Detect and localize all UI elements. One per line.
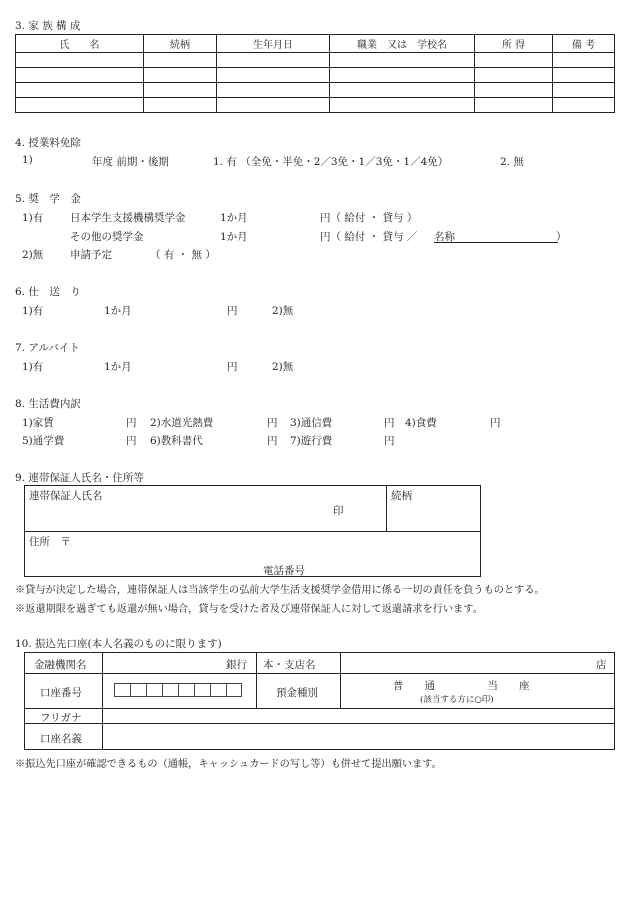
guarantor-seal: 印 bbox=[333, 505, 344, 517]
expense-utilities-yen: 円 bbox=[267, 417, 278, 429]
branch-name-label: 本・支店名 bbox=[263, 659, 316, 671]
guarantor-name-label: 連帯保証人氏名 bbox=[29, 490, 103, 502]
scholarship-other-name-label: 名称 bbox=[434, 231, 455, 243]
expense-textbooks: 6)教科書代 bbox=[150, 435, 203, 447]
section-7-title: 7. アルバイト bbox=[15, 342, 80, 354]
family-table bbox=[15, 34, 615, 113]
family-header-name: 氏 名 bbox=[16, 35, 144, 53]
bank-name-suffix: 銀行 bbox=[226, 659, 247, 671]
family-row[interactable] bbox=[16, 53, 615, 68]
account-holder-label: 口座名義 bbox=[40, 733, 82, 745]
branch-name-suffix: 店 bbox=[596, 659, 607, 671]
allowance-no[interactable]: 2)無 bbox=[272, 305, 294, 317]
section-3-title: 3. 家 族 構 成 bbox=[15, 20, 81, 32]
scholarship-jasso: 日本学生支援機構奨学金 bbox=[70, 212, 186, 224]
expense-communication: 3)通信費 bbox=[290, 417, 333, 429]
section-4-title: 4. 授業料免除 bbox=[15, 137, 81, 149]
tuition-option-no[interactable]: 2. 無 bbox=[500, 156, 524, 168]
family-header-birthdate: 生年月日 bbox=[217, 35, 330, 53]
parttime-yen: 円 bbox=[227, 361, 238, 373]
bank-vline-3 bbox=[340, 652, 341, 708]
scholarship-other-month: 1か月 bbox=[220, 231, 248, 243]
bank-vline-1 bbox=[102, 652, 103, 750]
section-6-title: 6. 仕 送 り bbox=[15, 286, 81, 298]
expense-food-yen: 円 bbox=[490, 417, 501, 429]
account-number-boxes[interactable] bbox=[114, 683, 242, 700]
section-8-title: 8. 生活費内訳 bbox=[15, 398, 81, 410]
family-row[interactable] bbox=[16, 83, 615, 98]
bank-box bbox=[24, 652, 615, 750]
expense-textbooks-yen: 円 bbox=[267, 435, 278, 447]
expense-utilities: 2)水道光熱費 bbox=[150, 417, 214, 429]
scholarship-planned-choice[interactable]: （ 有 ・ 無 ） bbox=[150, 249, 216, 261]
scholarship-name-underline[interactable] bbox=[434, 242, 558, 243]
expense-leisure: 7)遊行費 bbox=[290, 435, 333, 447]
guarantor-note-2: ※返還期限を過ぎても返還が無い場合，貸与を受けた者及び連帯保証人に対して返還請求を行います。 bbox=[15, 604, 483, 615]
scholarship-planned: 申請予定 bbox=[70, 249, 112, 261]
family-row[interactable] bbox=[16, 98, 615, 113]
bank-hline-1 bbox=[24, 673, 615, 674]
scholarship-other: その他の奨学金 bbox=[70, 231, 144, 243]
scholarship-no[interactable]: 2)無 bbox=[22, 249, 44, 261]
expense-food: 4)食費 bbox=[405, 417, 437, 429]
family-header-relation: 続柄 bbox=[144, 35, 217, 53]
bank-vline-2 bbox=[256, 652, 257, 708]
deposit-type-note: (該当する方に○印) bbox=[420, 695, 494, 705]
scholarship-yes[interactable]: 1)有 bbox=[22, 212, 44, 224]
parttime-yes[interactable]: 1)有 bbox=[22, 361, 44, 373]
allowance-month: 1か月 bbox=[104, 305, 132, 317]
furigana-label: フリガナ bbox=[40, 712, 82, 724]
tuition-item-1: 1) bbox=[22, 154, 33, 166]
deposit-type-options[interactable]: 普 通 当 座 bbox=[393, 680, 530, 692]
guarantor-relation-label: 続柄 bbox=[391, 490, 412, 502]
expense-rent-yen: 円 bbox=[126, 417, 137, 429]
expense-commute: 5)通学費 bbox=[22, 435, 65, 447]
allowance-yen: 円 bbox=[227, 305, 238, 317]
guarantor-note-1: ※貸与が決定した場合，連帯保証人は当該学生の弘前大学生活支援奨学金借用に係る一切の責任を負うものとする。 bbox=[15, 585, 545, 596]
expense-commute-yen: 円 bbox=[126, 435, 137, 447]
expense-leisure-yen: 円 bbox=[384, 435, 395, 447]
section-10-title: 10. 振込先口座(本人名義のものに限ります) bbox=[15, 638, 222, 650]
bank-hline-2 bbox=[24, 708, 615, 709]
family-row[interactable] bbox=[16, 68, 615, 83]
scholarship-other-type[interactable]: 円（ 給付 ・ 貸与 ／ bbox=[320, 231, 418, 243]
allowance-yes[interactable]: 1)有 bbox=[22, 305, 44, 317]
parttime-no[interactable]: 2)無 bbox=[272, 361, 294, 373]
expense-communication-yen: 円 bbox=[384, 417, 395, 429]
section-9-title: 9. 連帯保証人氏名・住所等 bbox=[15, 472, 144, 484]
scholarship-jasso-type[interactable]: 円（ 給付 ・ 貸与 ） bbox=[320, 212, 418, 224]
guarantor-address-label: 住所 〒 bbox=[29, 536, 71, 548]
tuition-option-yes[interactable]: 1. 有 （全免・半免・2／3免・1／3免・1／4免） bbox=[213, 156, 449, 168]
tuition-term[interactable]: 年度 前期・後期 bbox=[92, 156, 169, 168]
parttime-month: 1か月 bbox=[104, 361, 132, 373]
scholarship-jasso-month: 1か月 bbox=[220, 212, 248, 224]
deposit-type-label: 預金種別 bbox=[276, 687, 318, 699]
family-header-income: 所 得 bbox=[475, 35, 553, 53]
family-header-occupation: 職業 又は 学校名 bbox=[330, 35, 475, 53]
scholarship-close-paren: ） bbox=[556, 231, 567, 243]
bank-hline-3 bbox=[24, 723, 615, 724]
guarantor-phone-label: 電話番号 bbox=[263, 565, 305, 577]
bank-note: ※振込先口座が確認できるもの（通帳，キャッシュカードの写し等）も併せて提出願います。 bbox=[15, 759, 442, 770]
account-number-label: 口座番号 bbox=[40, 687, 82, 699]
section-5-title: 5. 奨 学 金 bbox=[15, 193, 81, 205]
guarantor-divider bbox=[24, 531, 481, 532]
family-header-remarks: 備 考 bbox=[553, 35, 615, 53]
bank-name-label: 金融機関名 bbox=[34, 659, 87, 671]
guarantor-vdivider bbox=[386, 485, 387, 531]
expense-rent: 1)家賃 bbox=[22, 417, 54, 429]
